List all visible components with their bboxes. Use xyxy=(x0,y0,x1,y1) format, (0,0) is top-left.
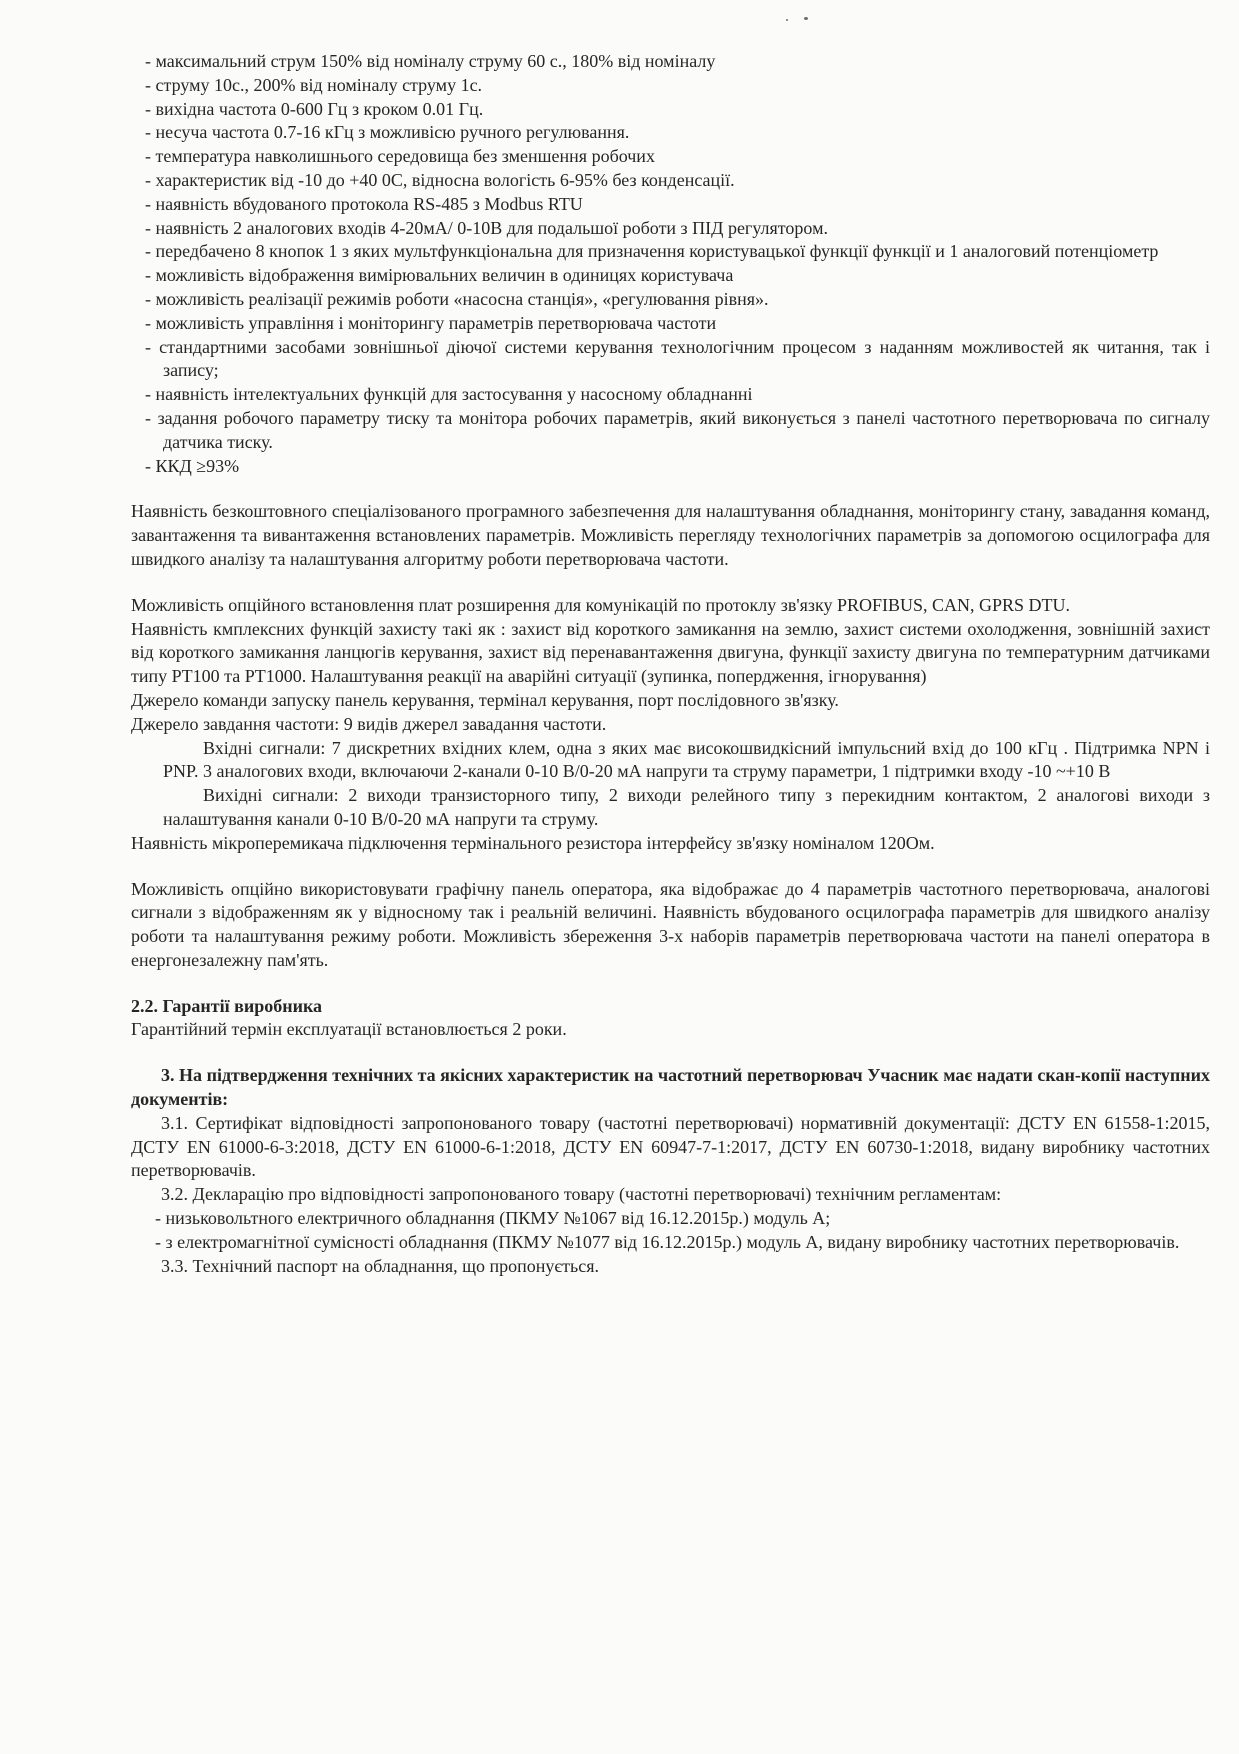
scan-speck xyxy=(786,19,788,21)
section-3-2-a: - низьковольтного електричного обладнання (ПКМУ №1067 від 16.12.2015р.) модуль А; xyxy=(155,1208,831,1229)
list-item: - наявність вбудованого протокола RS-485 з Modbus RTU xyxy=(145,193,583,214)
list-item: - максимальний струм 150% від номіналу струму 60 с., 180% від номіналу xyxy=(145,51,716,71)
paragraph-frequency-source: Джерело завдання частоти: 9 видів джерел завадання частоти. xyxy=(131,713,607,734)
paragraph-inputs: Вхідні сигнали: 7 дискретних вхідних клем, одна з яких має високошвидкісний імпульсний вхід до 100 кГц . Підтримка NPN і PNP. 3 аналогових входи, включаючи 2-канали 0-10 В/0-20 мА напруги та струму параметри, 1 підтримки входу -10 ~+10 В xyxy=(163,737,1210,782)
list-item: - стандартними засобами зовнішньої діючої системи керування технологічним процесом з наданням можливостей як читання, так і запису; xyxy=(145,336,1210,381)
paragraph-protection: Наявність кмплексних функцій захисту такі як : захист від короткого замикання на землю, захист системи охолодження, зовнішній захист від короткого замикання ланцюгів керування, захист від перенавантаження двигуна, функції захисту двигуна по температурним датчиками типу PT100 та PT1000. Налаштування реакції на аварійні ситуації (зупинка, попердження, ігнорування) xyxy=(131,618,1210,687)
list-item: - температура навколишнього середовища без зменшення робочих xyxy=(145,146,655,167)
list-item: - ККД ≥93% xyxy=(145,455,240,476)
list-item: - струму 10с., 200% від номіналу струму 1с. xyxy=(145,74,483,95)
paragraph-start-source: Джерело команди запуску панель керування, термінал керування, порт послідовного зв'язку. xyxy=(131,689,839,710)
list-item: - можливість відображення вимірювальних величин в одиницях користувача xyxy=(145,265,734,286)
section-3-3: 3.3. Технічний паспорт на обладнання, що пропонується. xyxy=(161,1255,599,1276)
list-item: - можливість реалізації режимів роботи «насосна станція», «регулювання рівня». xyxy=(145,288,769,309)
list-item: - задання робочого параметру тиску та монітора робочих параметрів, який виконується з панелі частотного перетворювача по сигналу датчика тиску. xyxy=(145,407,1210,452)
list-item: - можливість управління і моніторингу параметрів перетворювача частоти xyxy=(145,312,717,333)
section-3-2: 3.2. Декларацію про відповідності запропонованого товару (частотні перетворювачі) технічним регламентам: xyxy=(161,1184,1002,1205)
paragraph-expansion: Можливість опційного встановлення плат розширення для комунікацій по протоклу зв'язку PROFIBUS, CAN, GPRS DTU. xyxy=(131,594,1071,615)
section-3-title: 3. На підтвердження технічних та якісних характеристик на частотний перетворювач Учасник має надати скан-копії наступних документів: xyxy=(131,1065,1210,1110)
document-body xyxy=(131,50,1210,1278)
section-2-2-text: Гарантійний термін експлуатації встановлюється 2 роки. xyxy=(131,1019,567,1040)
scan-speck xyxy=(804,17,808,20)
section-3-1: 3.1. Сертифікат відповідності запропонованого товару (частотні перетворювачі) нормативній документації: ДСТУ EN 61558-1:2015, ДСТУ EN 61000-6-3:2018, ДСТУ EN 61000-6-1:2018, ДСТУ EN 60947-7-1:2017, ДСТУ EN 60730-1:2018, видану виробнику частотних перетворювачів. xyxy=(131,1112,1210,1181)
list-item: - вихідна частота 0-600 Гц з кроком 0.01 Гц. xyxy=(145,98,484,119)
list-item: - несуча частота 0.7-16 кГц з можливісю ручного регулювання. xyxy=(145,122,630,143)
list-item: - характеристик від -10 до +40 0С, відносна вологість 6-95% без конденсації. xyxy=(145,169,735,190)
specs-list xyxy=(145,50,1210,478)
list-item: - передбачено 8 кнопок 1 з яких мультфункціональна для призначення користувацької функції функції и 1 аналоговий потенціометр xyxy=(145,241,1159,262)
paragraph-software: Наявність безкоштовного спеціалізованого програмного забезпечення для налаштування обладнання, моніторингу стану, завадання команд, завантаження та вивантаження встановлених параметрів. Можливість перегляду технологічних параметрів за допомогою осцилографа для швидкого аналізу та налаштування алгоритму роботи перетворювача частоти. xyxy=(131,501,1210,569)
paragraph-outputs: Вихідні сигнали: 2 виходи транзисторного типу, 2 виходи релейного типу з перекидним контактом, 2 аналогові виходи з налаштування канали 0-10 В/0-20 мА напруги та струму. xyxy=(163,785,1210,829)
section-2-2-title: 2.2. Гарантії виробника xyxy=(131,995,323,1016)
paragraph-microswitch: Наявність мікроперемикача підключення термінального резистора інтерфейсу зв'язку номіналом 120Ом. xyxy=(131,832,935,853)
list-item: - наявність інтелектуальних функцій для застосування у насосному обладнанні xyxy=(145,384,753,405)
list-item: - наявність 2 аналогових входів 4-20мА/ 0-10В для подальшої роботи з ПІД регулятором. xyxy=(145,217,828,238)
section-3-2-b: - з електромагнітної сумісності обладнання (ПКМУ №1077 від 16.12.2015р.) модуль А, видану виробнику частотних перетворювачів. xyxy=(155,1231,1180,1252)
paragraph-operator-panel: Можливість опційно використовувати графічну панель оператора, яка відображає до 4 параметрів частотного перетворювача, аналогові сигнали з відображенням як у відносному так і реальній величині. Наявність вбудованого осцилографа параметрів для швидкого аналізу роботи та налаштування режиму роботи. Можливість збереження 3-х наборів параметрів перетворювача частоти на панелі оператора в енергонезалежну пам'ять. xyxy=(131,878,1210,970)
